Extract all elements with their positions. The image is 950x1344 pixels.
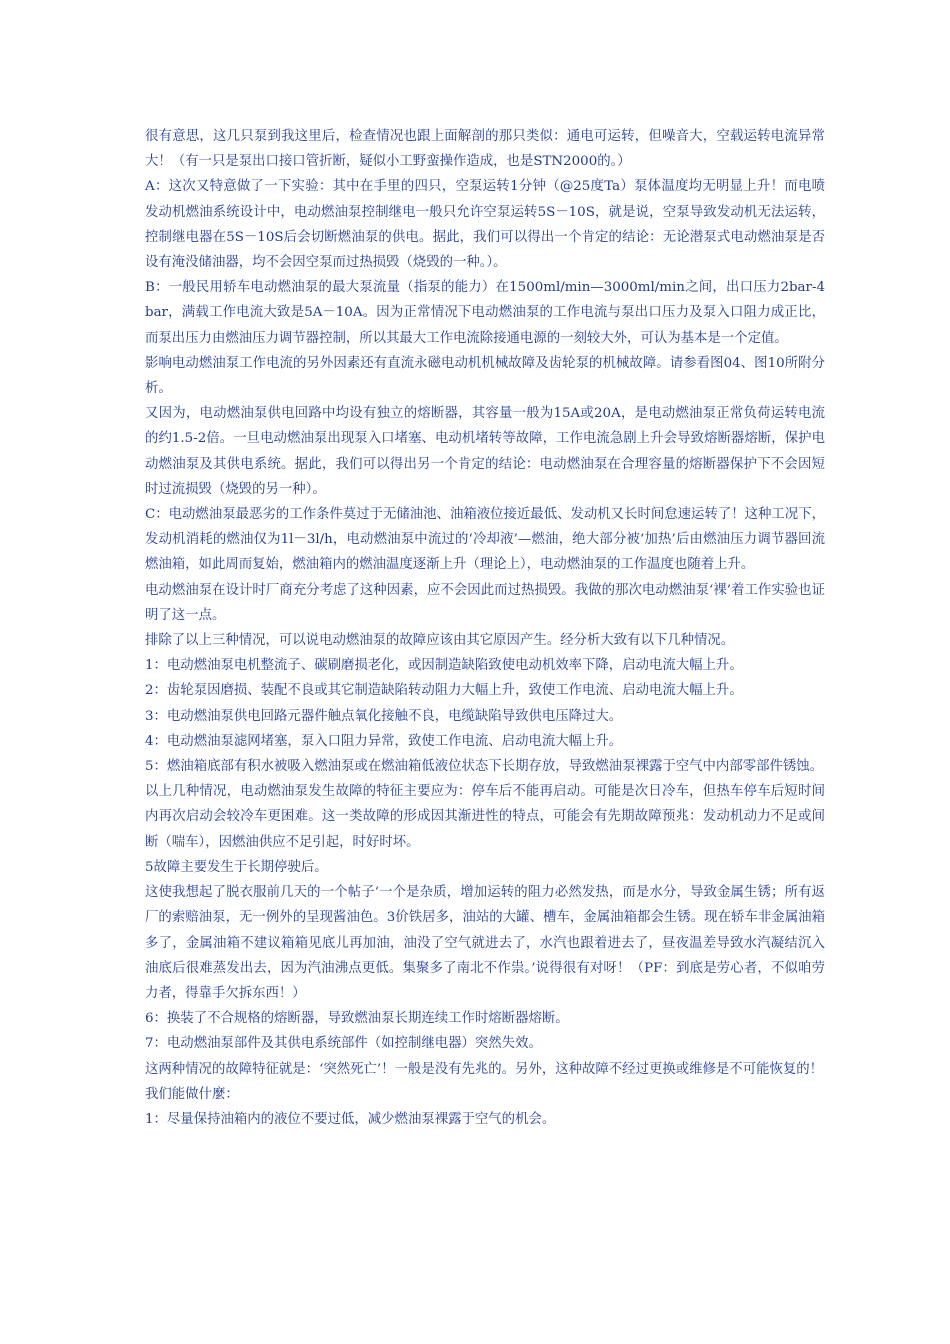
list-item-5: 5：燃油箱底部有积水被吸入燃油泵或在燃油箱低液位状态下长期存放，导致燃油泵裸露于空气中内部零部件锈蚀。	[145, 759, 824, 775]
paragraph-8: 排除了以上三种情况，可以说电动燃油泵的故障应该由其它原因产生。经分析大致有以下几种情况。	[145, 633, 735, 649]
list-item-2: 2：齿轮泵因磨损、装配不良或其它制造缺陷转动阻力大幅上升，致使工作电流、启动电流大幅上升。	[145, 683, 743, 699]
paragraph-3: B：一般民用轿车电动燃油泵的最大泵流量（指泵的能力）在1500ml/min—3000ml/min之间，出口压力2bar-4bar，满载工作电流大致是5A－10A。因为正常情况下电动燃油泵的工作电流与泵出口压力及泵入口阻力成正比，而泵出压力由燃油压力调节器控制，所以其最大工作电流除接通电源的一刻较大外，可认为基本是一个定值。	[145, 280, 825, 346]
paragraph-12: 这两种情况的故障特征就是：‘突然死亡’！一般是没有先兆的。另外，这种故障不经过更换或维修是不可能恢复的！	[145, 1061, 824, 1077]
paragraph-11: 这使我想起了脱衣服前几天的一个帖子‘一个是杂质，增加运转的阻力必然发热，而是水分，导致金属生锈；所有返厂的索赔油泵，无一例外的呈现酱油色。3价铁居多，油站的大罐、槽车，金属油箱都会生锈。现在轿车非金属油箱多了，金属油箱不建议箱箱见底儿再加油，油没了空气就进去了，水汽也跟着进去了，昼夜温差导致水汽凝结沉入油底后很难蒸发出去，因为汽油沸点更低。集聚多了南北不作祟。’说得很有对呀！（PF：到底是劳心者，不似咱劳力者，得靠手欠拆东西！）	[145, 885, 825, 1001]
paragraph-5: 又因为，电动燃油泵供电回路中均设有独立的熔断器，其容量一般为15A或20A，是电动燃油泵正常负荷运转电流的约1.5-2倍。一旦电动燃油泵出现泵入口堵塞、电动机堵转等故障，工作电流急剧上升会导致熔断器熔断，保护电动燃油泵及其供电系统。据此，我们可以得出另一个肯定的结论：电动燃油泵在合理容量的熔断器保护下不会因短时过流损毁（烧毁的另一种）。	[145, 406, 825, 497]
list-item-3: 3：电动燃油泵供电回路元器件触点氧化接触不良，电缆缺陷导致供电压降过大。	[145, 708, 623, 724]
paragraph-6: C：电动燃油泵最恶劣的工作条件莫过于无储油池、油箱液位接近最低、发动机又长时间怠速运转了！这种工况下，发动机消耗的燃油仅为1l－3l/h，电动燃油泵中流过的‘冷却液’—燃油，绝大部分被‘加热’后由燃油压力调节器回流燃油箱，如此周而复始，燃油箱内的燃油温度逐渐上升（理论上），电动燃油泵的工作温度也随着上升。	[145, 507, 825, 573]
section-heading: 我们能做什麼：	[145, 1086, 239, 1102]
paragraph-9: 以上几种情况，电动燃油泵发生故障的特征主要应为：停车后不能再启动。可能是次日冷车，但热车停车后短时间内再次启动会较冷车更困难。这一类故障的形成因其渐进性的特点，可能会有先期故障预兆：发动机动力不足或间断（喘车），因燃油供应不足引起，时好时坏。	[145, 784, 825, 850]
list-item-7: 7：电动燃油泵部件及其供电系统部件（如控制继电器）突然失效。	[145, 1036, 542, 1052]
list-item-6: 6：换装了不合规格的熔断器，导致燃油泵长期连续工作时熔断器熔断。	[145, 1011, 569, 1027]
paragraph-1: 很有意思，这几只泵到我这里后，检查情况也跟上面解剖的那只类似：通电可运转，但噪音大，空载运转电流异常大！（有一只是泵出口接口管折断，疑似小工野蛮操作造成，也是STN2000的。）	[145, 129, 825, 170]
paragraph-7: 电动燃油泵在设计时厂商充分考虑了这种因素，应不会因此而过热损毁。我做的那次电动燃油泵‘裸’着工作实验也证明了这一点。	[145, 582, 825, 623]
document-body	[145, 124, 825, 1132]
paragraph-2: A：这次又特意做了一下实验：其中在手里的四只，空泵运转1分钟（@25度Ta）泵体温度均无明显上升！而电喷发动机燃油系统设计中，电动燃油泵控制继电一般只允许空泵运转5S－10S，就是说，空泵导致发动机无法运转，控制继电器在5S－10S后会切断燃油泵的供电。据此，我们可以得出一个肯定的结论：无论潜泵式电动燃油泵是否设有淹没储油器，均不会因空泵而过热损毁（烧毁的一种。）。	[145, 179, 825, 271]
list-item-1: 1：电动燃油泵电机整流子、碳刷磨损老化，或因制造缺陷致使电动机效率下降，启动电流大幅上升。	[145, 658, 743, 674]
list-item-4: 4：电动燃油泵滤网堵塞，泵入口阻力异常，致使工作电流、启动电流大幅上升。	[145, 733, 623, 749]
suggestion-item-1: 1：尽量保持油箱内的液位不要过低，减少燃油泵裸露于空气的机会。	[145, 1111, 556, 1127]
paragraph-4: 影响电动燃油泵工作电流的另外因素还有直流永磁电动机机械故障及齿轮泵的机械故障。请参看图04、图10所附分析。	[145, 355, 825, 397]
paragraph-10: 5故障主要发生于长期停驶后。	[145, 859, 328, 875]
